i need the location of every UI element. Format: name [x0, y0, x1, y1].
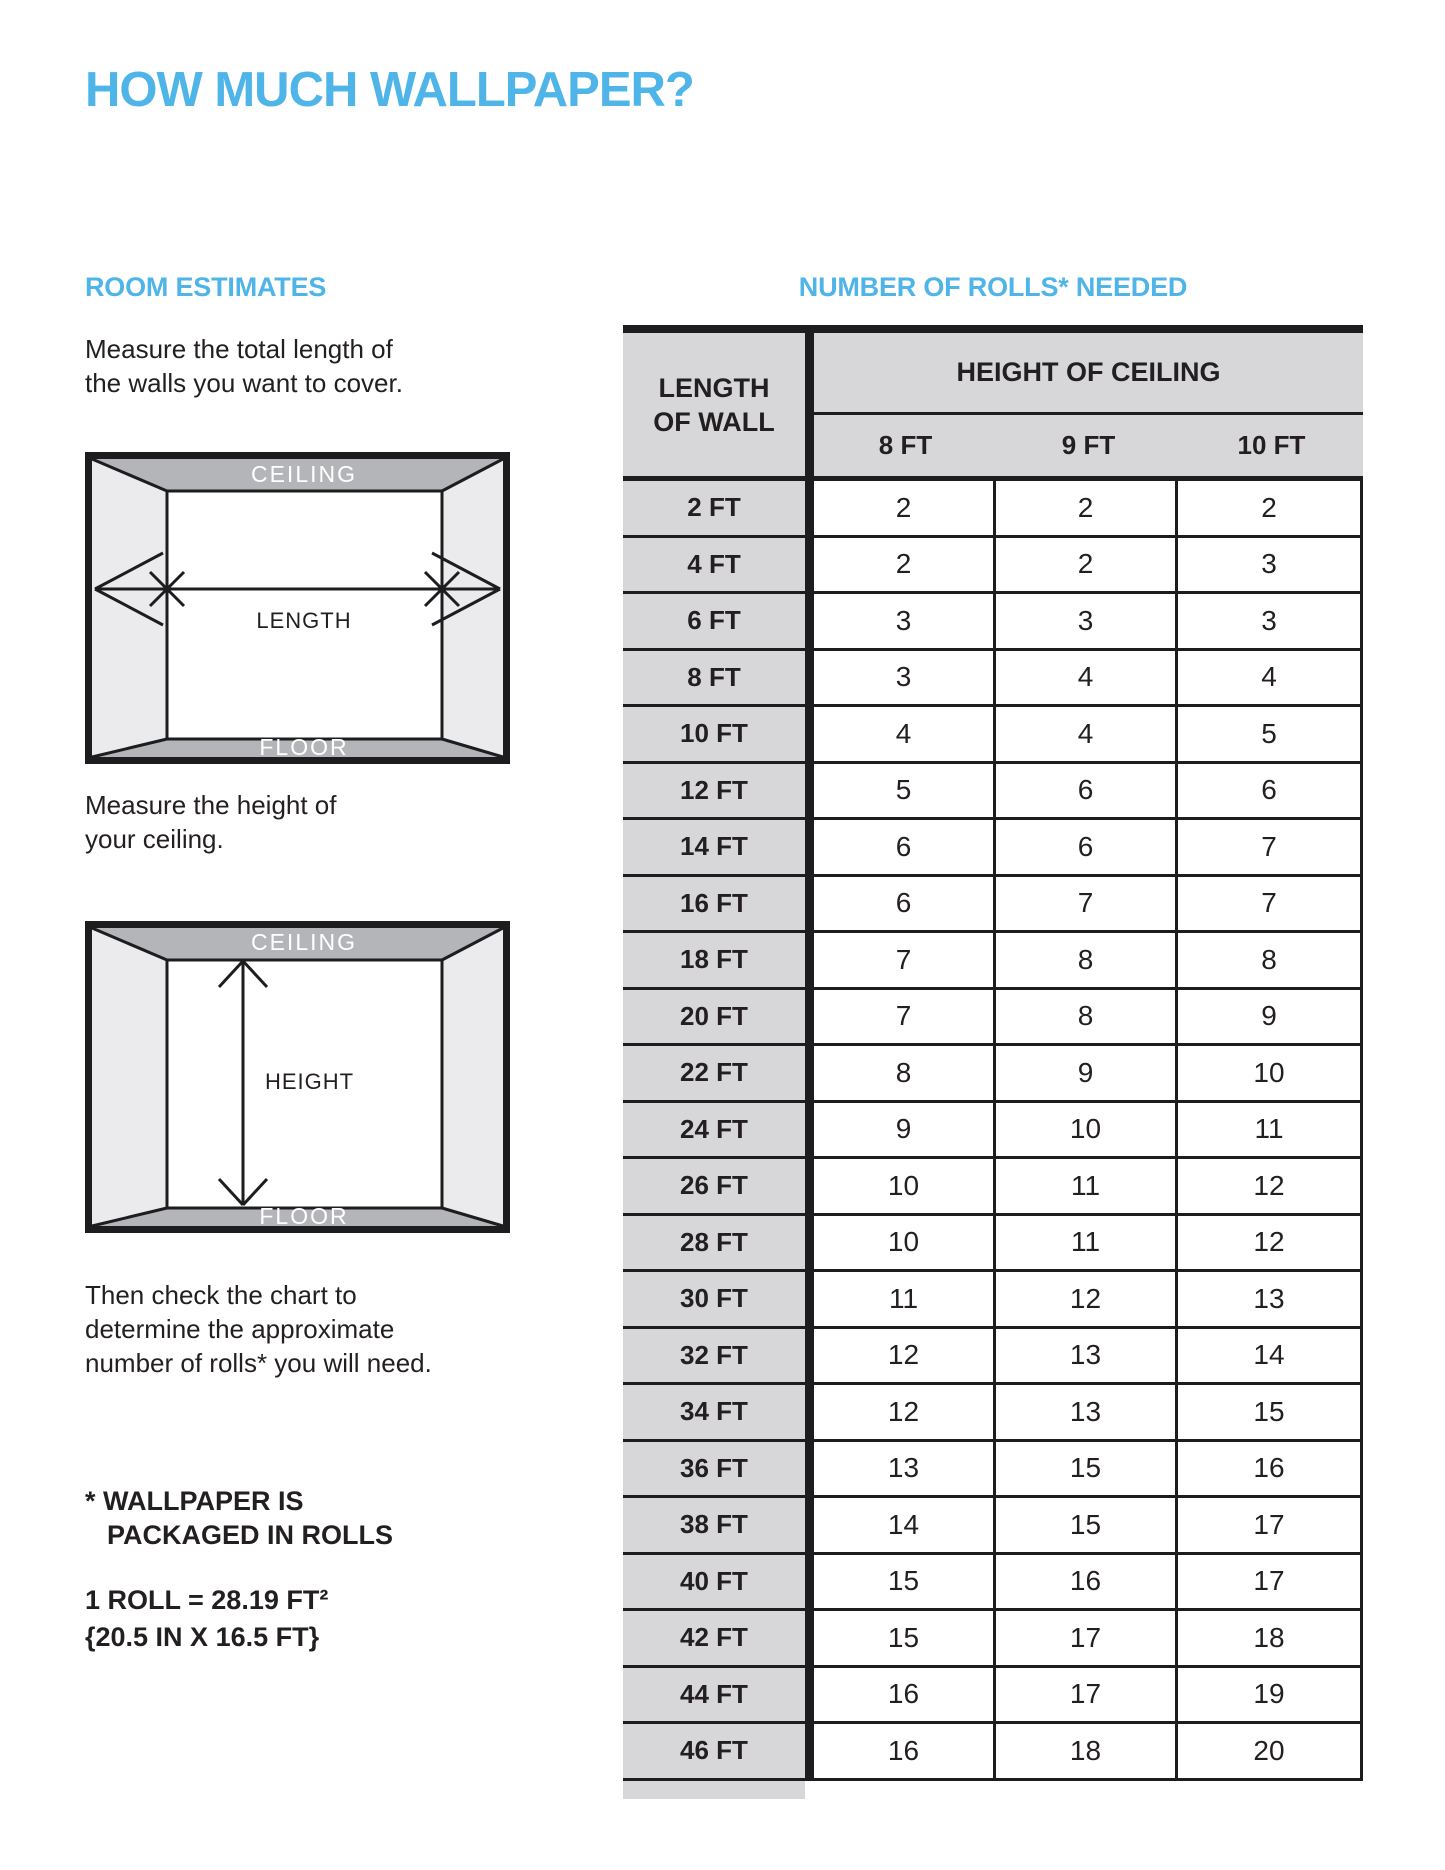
- wall-length-row-label: 30 FT: [623, 1272, 814, 1329]
- col-header-8ft: 8 FT: [878, 430, 933, 460]
- floor-label: FLOOR: [259, 1203, 349, 1229]
- wall-length-row-label: 34 FT: [623, 1385, 814, 1442]
- roll-count-cell: 2: [996, 538, 1178, 595]
- wall-length-row-label: 46 FT: [623, 1724, 814, 1781]
- floor-label: FLOOR: [259, 734, 349, 760]
- ceiling-height-columns: [814, 415, 1363, 481]
- roll-count-cell: 2: [814, 538, 996, 595]
- roll-count-cell: 17: [996, 1668, 1178, 1725]
- roll-count-cell: 20: [1178, 1724, 1363, 1781]
- roll-count-cell: 15: [814, 1555, 996, 1612]
- roll-count-cell: 4: [814, 707, 996, 764]
- footnote-line-2: PACKAGED IN ROLLS: [107, 1520, 394, 1550]
- roll-count-cell: 3: [1178, 538, 1363, 595]
- roll-count-cell: 6: [1178, 764, 1363, 821]
- rolls-footnote: [85, 1484, 393, 1552]
- roll-count-cell: 12: [814, 1385, 996, 1442]
- length-label: LENGTH: [256, 608, 352, 633]
- wall-length-row-label: 44 FT: [623, 1668, 814, 1725]
- roll-count-cell: 12: [996, 1272, 1178, 1329]
- wall-length-row-label: 32 FT: [623, 1329, 814, 1386]
- roll-count-cell: 5: [814, 764, 996, 821]
- rolls-needed-table: [623, 325, 1363, 1799]
- roll-count-cell: 9: [1178, 990, 1363, 1047]
- section-heading-rolls-needed: NUMBER OF ROLLS* NEEDED: [798, 272, 1188, 302]
- roll-count-cell: 3: [814, 594, 996, 651]
- wall-length-row-label: 28 FT: [623, 1216, 814, 1273]
- roll-dimensions-line: {20.5 IN X 16.5 FT}: [85, 1622, 320, 1652]
- roll-count-cell: 8: [1178, 933, 1363, 990]
- wall-length-row-label: 8 FT: [623, 651, 814, 708]
- roll-count-cell: 9: [996, 1046, 1178, 1103]
- roll-count-cell: 6: [814, 877, 996, 934]
- roll-count-cell: 10: [814, 1159, 996, 1216]
- rolls-table-grid: [623, 481, 1363, 1781]
- ceiling-label: CEILING: [250, 461, 358, 487]
- roll-count-cell: 6: [996, 820, 1178, 877]
- height-label: HEIGHT: [265, 1069, 355, 1094]
- footnote-line-1: * WALLPAPER IS: [85, 1486, 304, 1516]
- roll-count-cell: 17: [1178, 1498, 1363, 1555]
- wall-length-row-label: 16 FT: [623, 877, 814, 934]
- wall-length-row-label: 40 FT: [623, 1555, 814, 1612]
- instruction-check-chart: Then check the chart to determine the approximate number of rolls* you will need.: [85, 1280, 432, 1378]
- length-of-wall-header: LENGTH OF WALL: [623, 333, 814, 481]
- roll-count-cell: 7: [996, 877, 1178, 934]
- roll-count-cell: 14: [1178, 1329, 1363, 1386]
- roll-count-cell: 7: [1178, 877, 1363, 934]
- roll-count-cell: 16: [814, 1668, 996, 1725]
- roll-count-cell: 2: [1178, 481, 1363, 538]
- roll-count-cell: 11: [996, 1159, 1178, 1216]
- roll-count-cell: 3: [814, 651, 996, 708]
- height-of-ceiling-header: HEIGHT OF CEILING: [814, 333, 1363, 415]
- roll-count-cell: 13: [814, 1442, 996, 1499]
- roll-count-cell: 15: [814, 1611, 996, 1668]
- roll-count-cell: 19: [1178, 1668, 1363, 1725]
- col-header-9ft: 9 FT: [1061, 430, 1116, 460]
- roll-count-cell: 4: [996, 707, 1178, 764]
- roll-count-cell: 4: [996, 651, 1178, 708]
- roll-count-cell: 7: [1178, 820, 1363, 877]
- wall-length-row-label: 10 FT: [623, 707, 814, 764]
- roll-size-info: [85, 1582, 328, 1656]
- roll-count-cell: 11: [1178, 1103, 1363, 1160]
- roll-count-cell: 15: [1178, 1385, 1363, 1442]
- roll-count-cell: 11: [996, 1216, 1178, 1273]
- roll-count-cell: 18: [996, 1724, 1178, 1781]
- roll-count-cell: 17: [996, 1611, 1178, 1668]
- roll-count-cell: 8: [996, 990, 1178, 1047]
- wall-length-row-label: 38 FT: [623, 1498, 814, 1555]
- right-wall: [442, 459, 503, 757]
- roll-count-cell: 12: [814, 1329, 996, 1386]
- roll-count-cell: 10: [996, 1103, 1178, 1160]
- left-wall: [92, 928, 167, 1226]
- roll-count-cell: 15: [996, 1498, 1178, 1555]
- wall-length-row-label: 36 FT: [623, 1442, 814, 1499]
- wall-length-row-label: 20 FT: [623, 990, 814, 1047]
- wall-length-row-label: 42 FT: [623, 1611, 814, 1668]
- wall-length-row-label: 22 FT: [623, 1046, 814, 1103]
- right-wall: [442, 928, 503, 1226]
- roll-count-cell: 13: [996, 1385, 1178, 1442]
- label-column-stub: [623, 1781, 805, 1799]
- roll-area-line: 1 ROLL = 28.19 FT²: [85, 1585, 329, 1615]
- roll-count-cell: 7: [814, 933, 996, 990]
- roll-count-cell: 18: [1178, 1611, 1363, 1668]
- roll-count-cell: 12: [1178, 1216, 1363, 1273]
- wall-length-row-label: 18 FT: [623, 933, 814, 990]
- roll-count-cell: 17: [1178, 1555, 1363, 1612]
- roll-count-cell: 2: [996, 481, 1178, 538]
- wall-length-row-label: 4 FT: [623, 538, 814, 595]
- room-length-diagram: [85, 452, 510, 764]
- roll-count-cell: 11: [814, 1272, 996, 1329]
- roll-count-cell: 10: [1178, 1046, 1363, 1103]
- wall-length-row-label: 2 FT: [623, 481, 814, 538]
- roll-count-cell: 16: [814, 1724, 996, 1781]
- roll-count-cell: 12: [1178, 1159, 1363, 1216]
- roll-count-cell: 16: [1178, 1442, 1363, 1499]
- wall-length-row-label: 14 FT: [623, 820, 814, 877]
- roll-count-cell: 4: [1178, 651, 1363, 708]
- roll-count-cell: 3: [1178, 594, 1363, 651]
- wall-length-row-label: 6 FT: [623, 594, 814, 651]
- roll-count-cell: 14: [814, 1498, 996, 1555]
- room-height-diagram: [85, 921, 510, 1233]
- instruction-measure-length: Measure the total length of the walls you want to cover.: [85, 334, 403, 398]
- col-header-10ft: 10 FT: [1237, 430, 1306, 460]
- roll-count-cell: 9: [814, 1103, 996, 1160]
- table-header: [623, 333, 1363, 481]
- roll-count-cell: 5: [1178, 707, 1363, 764]
- roll-count-cell: 7: [814, 990, 996, 1047]
- roll-count-cell: 13: [996, 1329, 1178, 1386]
- wall-length-row-label: 12 FT: [623, 764, 814, 821]
- roll-count-cell: 2: [814, 481, 996, 538]
- table-top-border: [623, 325, 1363, 333]
- wall-length-row-label: 26 FT: [623, 1159, 814, 1216]
- ceiling-label: CEILING: [250, 929, 358, 955]
- page-title: HOW MUCH WALLPAPER?: [85, 63, 694, 117]
- roll-count-cell: 10: [814, 1216, 996, 1273]
- section-heading-room-estimates: ROOM ESTIMATES: [85, 272, 327, 302]
- roll-count-cell: 8: [996, 933, 1178, 990]
- roll-count-cell: 6: [814, 820, 996, 877]
- ceiling-height-header-group: [814, 333, 1363, 481]
- roll-count-cell: 3: [996, 594, 1178, 651]
- roll-count-cell: 16: [996, 1555, 1178, 1612]
- wall-length-row-label: 24 FT: [623, 1103, 814, 1160]
- instruction-measure-height: Measure the height of your ceiling.: [85, 790, 337, 854]
- roll-count-cell: 6: [996, 764, 1178, 821]
- roll-count-cell: 13: [1178, 1272, 1363, 1329]
- roll-count-cell: 8: [814, 1046, 996, 1103]
- roll-count-cell: 15: [996, 1442, 1178, 1499]
